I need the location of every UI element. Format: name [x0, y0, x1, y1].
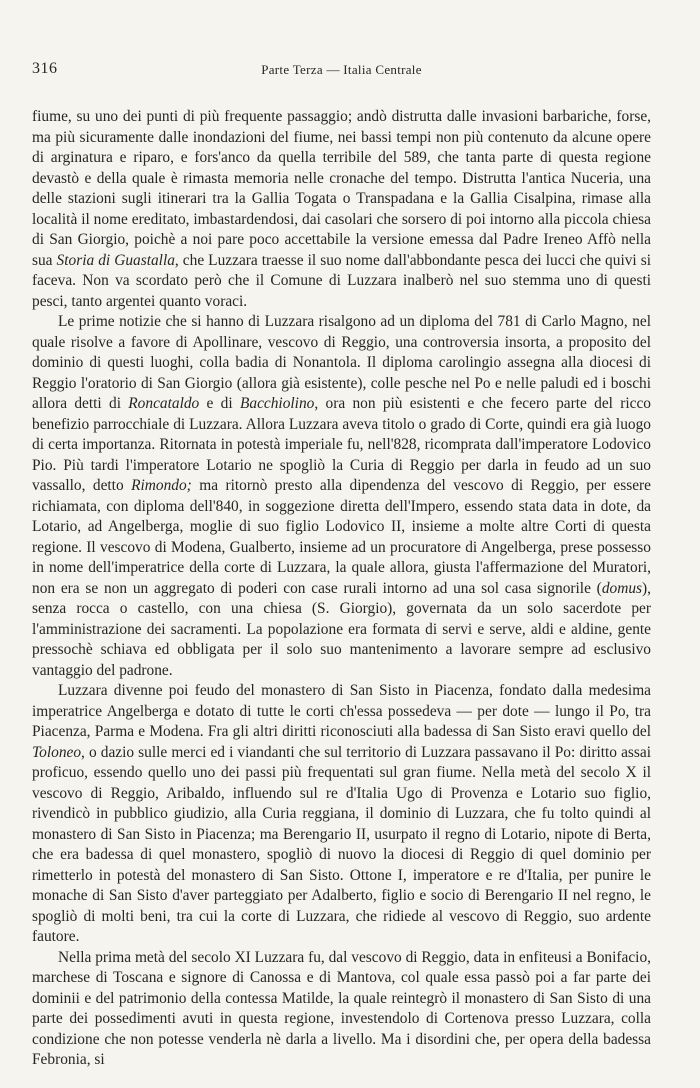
italic-text: Toloneo — [32, 743, 82, 761]
italic-text: Roncataldo — [128, 395, 200, 412]
text-run: Le prime notizie che si hanno di Luzzara risalgono ad un diploma del 781 di Carlo Magno, nel quale risolve a favore di Apollinare, vescovo di Reggio, una controversia insorta, a proposito del dominio di questi luoghi, colla badia di Nonantola. Il diploma carolingio assegna alla diocesi di Reggio l'oratorio di San Giorgio (allora già esistente), colle pesche nel Po e nelle paludi ed i boschi allora detti di — [32, 313, 651, 412]
paragraph — [32, 948, 651, 1071]
page-header — [32, 60, 651, 82]
italic-text: Bacchiolino — [239, 395, 315, 412]
text-run: fiume, su uno dei punti di più frequente passaggio; andò distrutta dalle invasioni barbariche, forse, ma più sicuramente dalle inondazioni del fiume, nei bassi tempi non più contenuto da alcune opere di arginatura e riparo, e fors'anco da quella terribile del 589, che tanta parte di questa regione devastò e della quale è rimasta memoria nelle cronache del tempo. Distrutta l'antica Nuceria, una delle stazioni sugli itinerari tra la Gallia Togata o Transpadana e la Gallia Cisalpina, rimase alla località il nome ereditato, imbastardendosi, dai casolari che sorsero di poi intorno alla piccola chiesa di San Giorgio, poichè a noi pare poco accettabile la versione emessa dal Padre Ireneo Affò nella sua — [32, 108, 651, 269]
running-head: Parte Terza — Italia Centrale — [261, 62, 422, 77]
text-run: ), senza rocca o castello, con una chiesa (S. Giorgio), governata da un solo sacerdote per l'amministrazione dei sacramenti. La popolazione era formata di servi e serve, aldi e aldine, gente pressochè schiava ed obbligata per il solo suo mantenimento a lavorare sempre ad esclusivo vantaggio del padrone. — [32, 579, 651, 679]
page-number: 316 — [32, 60, 58, 77]
text-run: , che Luzzara traesse il suo nome dall'abbondante pesca dei lucci che quivi si faceva. Non va scordato però che il Comune di Luzzara inalberò nel suo stemma uno di questi pesci, tanto argentei quanto voraci. — [32, 251, 651, 310]
paragraph — [32, 312, 651, 681]
text-run: Luzzara divenne poi feudo del monastero di San Sisto in Piacenza, fondato dalla medesima imperatrice Angelberga e dotato di tutte le corti ch'essa possedeva — per dote — lungo il Po, tra Piacenza, Parma e Modena. Fra gli altri diritti riconosciuti alla badessa di San Sisto eravi quello del — [32, 682, 651, 740]
body-text — [32, 107, 651, 1071]
text-run: e di — [199, 395, 240, 412]
paragraph — [32, 681, 651, 948]
text-run: ma ritornò presto alla dipendenza del vescovo di Reggio, per essere richiamata, con diploma dell'840, in soggezione diretta dell'Impero, essendo stata data in dote, da Lotario, ad Angelberga, moglie di suo figlio Lodovico II, insieme a molte altre Corti di questa regione. Il vescovo di Modena, Gualberto, insieme ad un procuratore di Angelberga, prese possesso in nome dell'imperatrice della corte di Luzzara, la quale allora, giusta l'affermazione del Muratori, non era se non un aggregato di poderi con case rurali intorno ad una sol casa signorile ( — [32, 477, 651, 597]
text-run: , ora non più esistenti e che fecero parte del ricco benefizio parrocchiale di Luzzara. Allora Luzzara aveva titolo o grado di Corte, quindi era già luogo di certa importanza. Ritornata in potestà imperiale fu, nell'828, ricomprata dall'imperatore Lodovico Pio. Più tardi l'imperatore Lotario ne spogliò la Curia di Reggio per darla in feudo ad un suo vassallo, detto — [32, 395, 652, 494]
italic-text: Storia di Guastalla — [56, 251, 175, 269]
italic-text: Rimondo; — [131, 477, 192, 494]
text-run: Nella prima metà del secolo XI Luzzara fu, dal vescovo di Reggio, data in enfiteusi a Bonifacio, marchese di Toscana e signore di Canossa e di Mantova, col quale essa passò poi a far parte dei dominii e del patrimonio della contessa Matilde, la quale reintegrò il monastero di San Sisto di una parte dei possedimenti avuti in questa regione, investendolo di Cortenova presso Luzzara, colla condizione che non potesse venderla nè darla a livello. Ma i disordini che, per opera della badessa Febronia, si — [32, 948, 651, 1068]
text-run: , o dazio sulle merci ed i viandanti che sul territorio di Luzzara passavano il Po: diritto assai proficuo, essendo quello uno dei passi più frequentati sul gran fiume. Nella metà del secolo X il vescovo di Reggio, Aribaldo, influendo sul re d'Italia Ugo di Provenza e Lotario suo figlio, rivendicò in pubblico giudizio, alla Curia reggiana, il dominio di Luzzara, che fu tolto quindi al monastero di San Sisto in Piacenza; ma Berengario II, usurpato il regno di Lotario, nipote di Berta, che era badessa di quel monastero, spogliò di nuovo la diocesi di Reggio di quel dominio per rimetterlo in potestà del monastero di San Sisto. Ottone I, imperatore e re d'Italia, per punire le monache di San Sisto d'aver parteggiato per Adalberto, figlio e socio di Berengario II nel regno, le spogliò di molti beni, tra cui la corte di Luzzara, che ridiede al vescovo di Reggio, suo ardente fautore. — [32, 743, 651, 945]
italic-text: domus — [601, 579, 643, 597]
paragraph — [32, 107, 651, 312]
